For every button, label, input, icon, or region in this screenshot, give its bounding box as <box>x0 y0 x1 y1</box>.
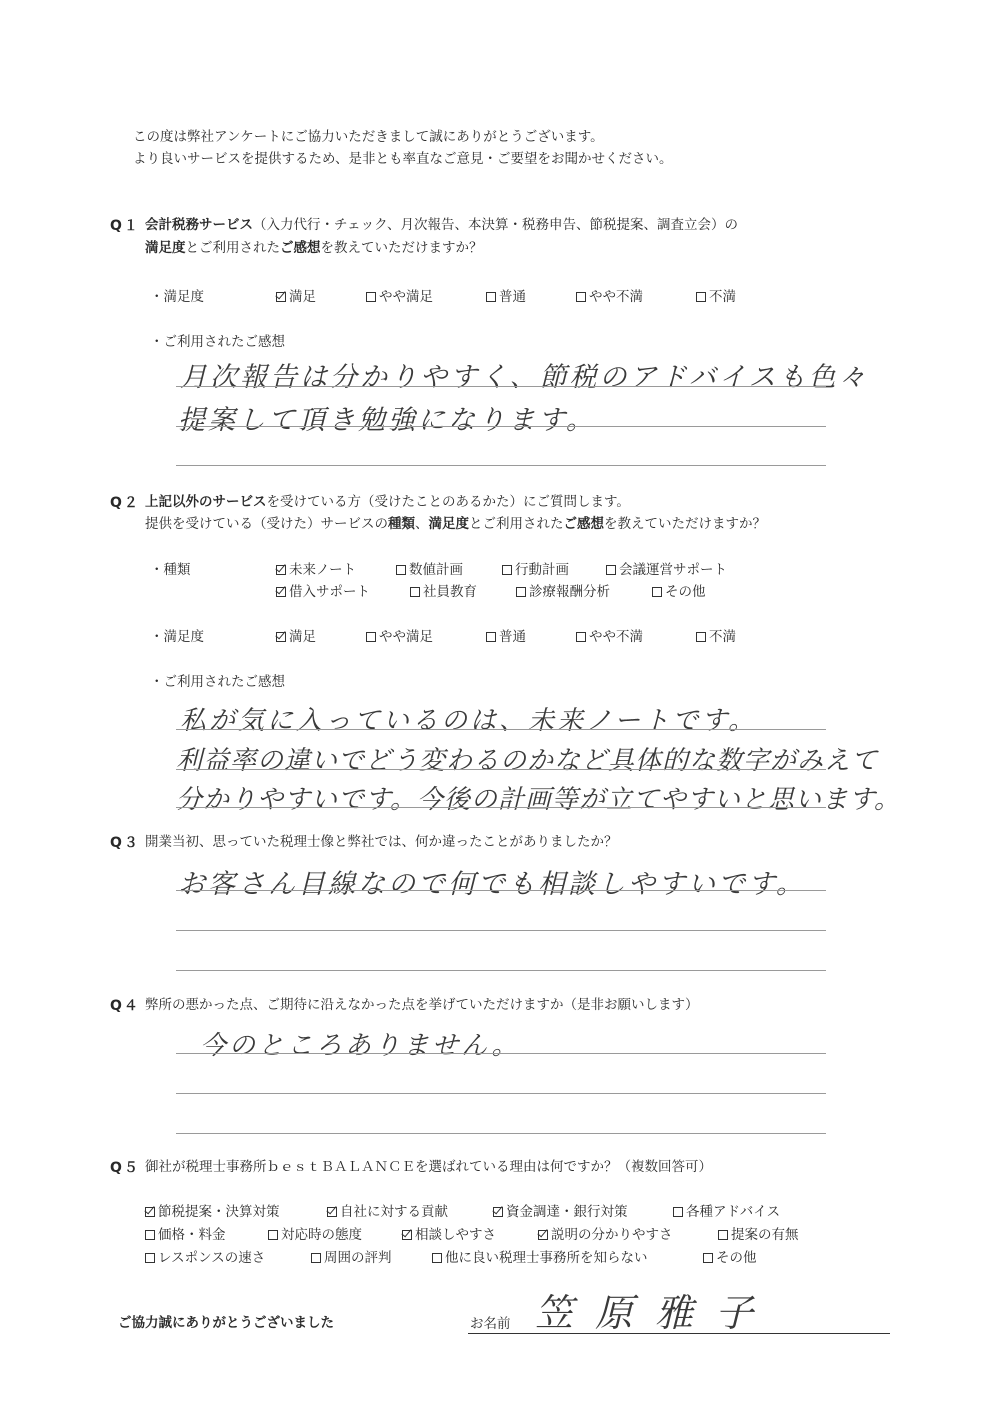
q2-line2-sep: 、 <box>415 516 429 532</box>
q2-option-satisfied[interactable] <box>276 625 316 645</box>
q2-comment-line-3: 分かりやすいです。今後の計画等が立てやすいと思います。 <box>176 785 901 815</box>
q1-question-line-1 <box>145 214 738 236</box>
checkbox[interactable] <box>486 292 496 302</box>
option-label: 社員教育 <box>423 584 477 600</box>
q3-answer-rule-1 <box>176 890 826 891</box>
q5-reason-price[interactable] <box>145 1223 226 1243</box>
q5-reason-clear-explanation[interactable] <box>538 1223 673 1243</box>
q5-question: 御社が税理士事務所ｂｅｓｔＢＡＬＡＮＣＥを選ばれている理由は何ですか？（複数回答可） <box>145 1159 712 1175</box>
q1-number: Q１ <box>110 218 140 234</box>
name-value: 笠原雅子 <box>535 1291 776 1335</box>
option-label: やや満足 <box>379 629 433 645</box>
q5-number: Q５ <box>110 1160 140 1176</box>
q5-reason-easy-consult[interactable] <box>402 1223 496 1243</box>
q1-answer-rule-2 <box>176 426 826 427</box>
checkbox[interactable] <box>268 1230 278 1240</box>
checkbox[interactable] <box>366 292 376 302</box>
q4-number: Q４ <box>110 998 140 1014</box>
q2-title-bold: 上記以外のサービス <box>145 494 267 510</box>
checkbox-checked[interactable] <box>276 292 286 302</box>
q4-answer-rule-2 <box>176 1093 826 1094</box>
option-label: 提案の有無 <box>731 1227 799 1243</box>
q2-type-meeting-support[interactable] <box>606 558 727 578</box>
q2-line2-d: を教えていただけますか？ <box>604 516 766 532</box>
q4-answer-rule-3 <box>176 1133 826 1134</box>
q2-option-somewhat-dissatisfied[interactable] <box>576 625 643 645</box>
q2-answer-rule-2 <box>176 769 826 770</box>
checkbox-checked[interactable] <box>276 632 286 642</box>
checkbox-checked[interactable] <box>276 587 286 597</box>
q5-reason-proposals[interactable] <box>718 1223 799 1243</box>
q4-question: 弊所の悪かった点、ご期待に沿えなかった点を挙げていただけますか（是非お願いします） <box>145 997 699 1013</box>
q5-reason-advice[interactable] <box>673 1200 780 1220</box>
q5-reason-funding[interactable] <box>493 1200 628 1220</box>
q2-number: Q２ <box>110 495 140 511</box>
checkbox-checked[interactable] <box>493 1207 503 1217</box>
q1-comment-line-2: 提案して頂き勉強になります。 <box>178 405 596 436</box>
q1-line2-mid: とご利用された <box>185 240 280 256</box>
q4-answer-rule-1 <box>176 1053 826 1054</box>
q3-answer-line-1: お客さん目線なので何でも相談しやすいです。 <box>178 869 806 900</box>
checkbox[interactable] <box>576 292 586 302</box>
checkbox[interactable] <box>606 565 616 575</box>
q1-title-bold: 会計税務サービス <box>145 217 253 233</box>
name-label: お名前 <box>470 1316 511 1332</box>
option-label: 普通 <box>499 629 526 645</box>
q2-comment-line-2: 利益率の違いでどう変わるのかなど具体的な数字がみえて <box>176 746 879 776</box>
checkbox[interactable] <box>145 1230 155 1240</box>
option-label: 満足 <box>289 289 316 305</box>
checkbox[interactable] <box>486 632 496 642</box>
q2-question-line-1 <box>145 491 630 513</box>
option-label: やや満足 <box>379 289 433 305</box>
option-label: 未来ノート <box>289 562 357 578</box>
q2-type-medical-analysis[interactable] <box>516 580 610 600</box>
option-label: 価格・料金 <box>158 1227 226 1243</box>
q2-line2-c: とご利用された <box>469 516 564 532</box>
option-label: 不満 <box>709 629 736 645</box>
q2-type-staff-training[interactable] <box>410 580 477 600</box>
q2-line2-a: 提供を受けている（受けた）サービスの <box>145 516 388 532</box>
intro-line-2: より良いサービスを提供するため、是非とも率直なご意見・ご要望をお聞かせください。 <box>133 151 673 167</box>
q2-bold-type: 種類 <box>388 516 415 532</box>
checkbox[interactable] <box>410 587 420 597</box>
q2-type-mirai-note[interactable] <box>276 558 356 578</box>
q1-option-neutral[interactable] <box>486 285 526 305</box>
q2-type-numeric-plan[interactable] <box>396 558 463 578</box>
q2-type-action-plan[interactable] <box>502 558 569 578</box>
option-label: 対応時の態度 <box>281 1227 362 1243</box>
q1-bold-impression: ご感想 <box>280 240 321 256</box>
q5-reason-other[interactable] <box>703 1246 757 1266</box>
q2-satisfaction-label: ・満足度 <box>150 629 204 645</box>
q1-comment-label: ・ご利用されたご感想 <box>150 334 285 350</box>
option-label: 数値計画 <box>409 562 463 578</box>
checkbox[interactable] <box>576 632 586 642</box>
q2-answer-rule-1 <box>176 729 826 730</box>
option-label: 不満 <box>709 289 736 305</box>
q2-option-neutral[interactable] <box>486 625 526 645</box>
option-label: 説明の分かりやすさ <box>551 1227 673 1243</box>
option-label: 節税提案・決算対策 <box>158 1204 280 1220</box>
checkbox[interactable] <box>696 292 706 302</box>
option-label: 各種アドバイス <box>686 1204 781 1220</box>
q2-bold-satisfaction: 満足度 <box>428 516 469 532</box>
option-label: 資金調達・銀行対策 <box>506 1204 628 1220</box>
option-label: 満足 <box>289 629 316 645</box>
checkbox[interactable] <box>696 632 706 642</box>
q2-question-line-2 <box>145 513 766 535</box>
q1-answer-rule-1 <box>176 386 826 387</box>
q3-question: 開業当初、思っていた税理士像と弊社では、何か違ったことがありましたか？ <box>145 834 618 850</box>
q5-reason-contribution[interactable] <box>327 1200 448 1220</box>
q1-line2-end: を教えていただけますか？ <box>320 240 483 256</box>
q3-number: Q３ <box>110 835 140 851</box>
q4-answer-line-1: 今のところありません。 <box>200 1031 521 1061</box>
checkbox[interactable] <box>652 587 662 597</box>
q1-title-rest: （入力代行・チェック、月次報告、本決算・税務申告、節税提案、調査立会）の <box>253 217 739 233</box>
checkbox[interactable] <box>396 565 406 575</box>
q2-option-somewhat-satisfied[interactable] <box>366 625 433 645</box>
option-label: その他 <box>665 584 706 600</box>
checkbox[interactable] <box>516 587 526 597</box>
q2-option-dissatisfied[interactable] <box>696 625 736 645</box>
q1-option-dissatisfied[interactable] <box>696 285 736 305</box>
checkbox[interactable] <box>703 1253 713 1263</box>
q2-type-loan-support[interactable] <box>276 580 370 600</box>
q3-answer-rule-3 <box>176 970 826 971</box>
q1-answer-rule-3 <box>176 465 826 466</box>
checkbox-checked[interactable] <box>276 565 286 575</box>
q2-comment-line-1: 私が気に入っているのは、未来ノートです。 <box>180 706 758 736</box>
q5-reason-attitude[interactable] <box>268 1223 362 1243</box>
footer-thanks: ご協力誠にありがとうございました <box>118 1315 334 1331</box>
checkbox[interactable] <box>673 1207 683 1217</box>
option-label: レスポンスの速さ <box>158 1250 266 1266</box>
option-label: 診療報酬分析 <box>529 584 610 600</box>
checkbox-checked[interactable] <box>538 1230 548 1240</box>
checkbox-checked[interactable] <box>145 1207 155 1217</box>
option-label: 自社に対する貢献 <box>340 1204 448 1220</box>
option-label: その他 <box>716 1250 757 1266</box>
checkbox[interactable] <box>311 1253 321 1263</box>
checkbox[interactable] <box>502 565 512 575</box>
q3-answer-rule-2 <box>176 930 826 931</box>
option-label: 行動計画 <box>515 562 569 578</box>
q2-bold-impression: ご感想 <box>563 516 604 532</box>
q5-reason-no-alternative[interactable] <box>432 1246 648 1266</box>
q1-comment-line-1: 月次報告は分かりやすく、節税のアドバイスも色々 <box>180 362 869 393</box>
q2-comment-label: ・ご利用されたご感想 <box>150 674 285 690</box>
checkbox[interactable] <box>366 632 376 642</box>
option-label: やや不満 <box>589 629 643 645</box>
checkbox[interactable] <box>432 1253 442 1263</box>
option-label: やや不満 <box>589 289 643 305</box>
q5-reason-reputation[interactable] <box>311 1246 392 1266</box>
option-label: 周囲の評判 <box>324 1250 392 1266</box>
option-label: 相談しやすさ <box>415 1227 496 1243</box>
option-label: 会議運営サポート <box>619 562 727 578</box>
checkbox-checked[interactable] <box>327 1207 337 1217</box>
q2-title-rest: を受けている方（受けたことのあるかた）にご質問します。 <box>266 494 630 510</box>
q1-option-somewhat-satisfied[interactable] <box>366 285 433 305</box>
checkbox[interactable] <box>145 1253 155 1263</box>
q1-option-satisfied[interactable] <box>276 285 316 305</box>
option-label: 他に良い税理士事務所を知らない <box>445 1250 648 1266</box>
option-label: 借入サポート <box>289 584 370 600</box>
q1-satisfaction-label: ・満足度 <box>150 289 204 305</box>
q5-reason-tax-saving[interactable] <box>145 1200 280 1220</box>
q2-type-other[interactable] <box>652 580 706 600</box>
q1-question-line-2 <box>145 237 483 259</box>
intro-line-1: この度は弊社アンケートにご協力いただきまして誠にありがとうございます。 <box>133 129 604 145</box>
q1-option-somewhat-dissatisfied[interactable] <box>576 285 643 305</box>
q1-bold-satisfaction: 満足度 <box>145 240 186 256</box>
q2-answer-rule-3 <box>176 807 826 808</box>
option-label: 普通 <box>499 289 526 305</box>
q5-reason-response-speed[interactable] <box>145 1246 265 1266</box>
checkbox-checked[interactable] <box>402 1230 412 1240</box>
q2-type-label: ・種類 <box>150 562 191 578</box>
checkbox[interactable] <box>718 1230 728 1240</box>
